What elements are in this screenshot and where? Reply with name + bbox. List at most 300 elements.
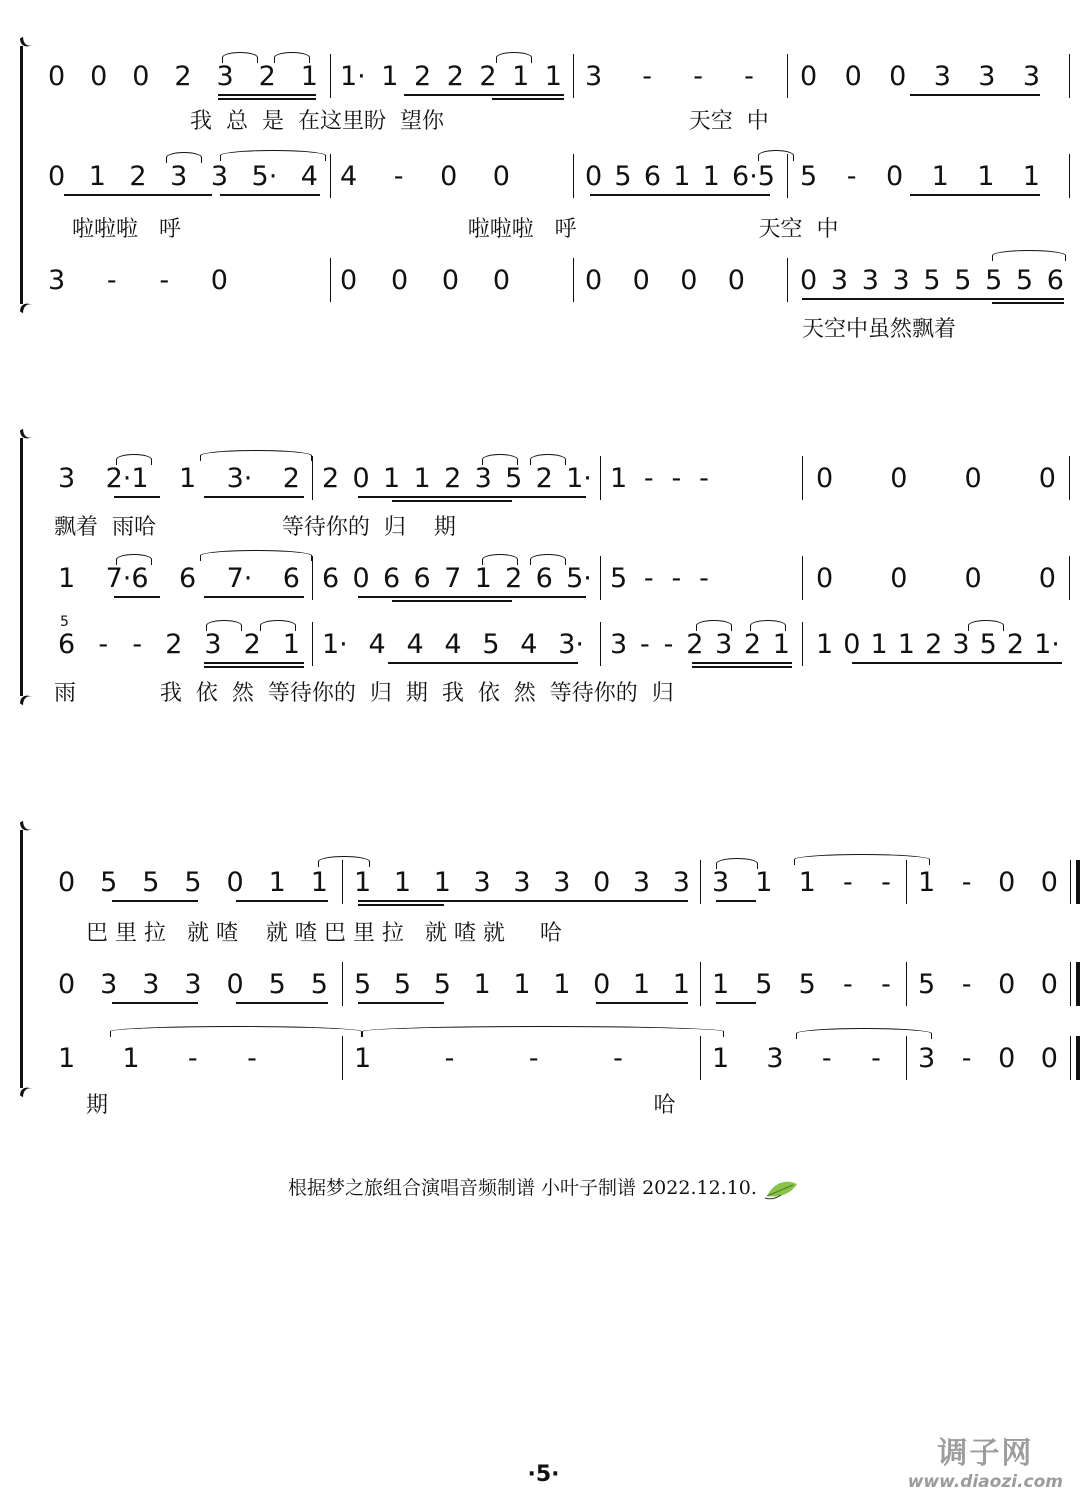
- note: -: [961, 866, 972, 898]
- staff-row: [40, 860, 1080, 904]
- score-system-2: [20, 450, 1070, 720]
- barline: [330, 258, 331, 302]
- note: 5: [354, 968, 372, 1000]
- note: 1: [354, 866, 372, 898]
- slur: [274, 52, 310, 63]
- note: 0: [441, 264, 460, 296]
- measure: [610, 560, 710, 596]
- beam: [114, 596, 160, 598]
- beam: [204, 662, 304, 664]
- barline: [1069, 556, 1070, 600]
- note: 1: [473, 968, 491, 1000]
- note: 1: [755, 866, 773, 898]
- note: 3: [553, 866, 571, 898]
- note: 5: [268, 968, 286, 1000]
- staff-row: [40, 1036, 1080, 1080]
- slur: [362, 1026, 724, 1037]
- beam: [596, 1002, 688, 1004]
- note: 2: [686, 628, 704, 660]
- note: 1: [58, 1042, 76, 1074]
- note: 0: [1040, 866, 1058, 898]
- note: 3: [204, 628, 222, 660]
- note: 1: [931, 160, 949, 192]
- barline: [330, 54, 331, 98]
- note: 1: [513, 968, 531, 1000]
- note: 3: [672, 866, 690, 898]
- note: 3: [473, 866, 491, 898]
- lyric-line: 飘着 雨哈 等待你的 归 期: [54, 515, 456, 540]
- barline: [906, 860, 907, 904]
- lyric-line: 天空中虽然飘着: [802, 317, 957, 342]
- page-number: ·5·: [527, 1462, 560, 1487]
- note: 0: [632, 264, 650, 296]
- note: 0: [210, 264, 228, 296]
- note: 0: [816, 562, 834, 594]
- note: 3: [952, 628, 970, 660]
- note: 3: [1022, 60, 1040, 92]
- note: 1: [918, 866, 936, 898]
- note: 5: [393, 968, 412, 1000]
- note: 0: [440, 160, 458, 192]
- note: 0: [48, 160, 66, 192]
- score-credit: [0, 1173, 1087, 1200]
- note: 1·: [322, 628, 348, 660]
- measure: [712, 864, 892, 900]
- note: 0: [816, 462, 834, 494]
- slur: [496, 52, 532, 63]
- note: 1: [310, 866, 328, 898]
- beam: [992, 302, 1064, 304]
- note: 3: [933, 60, 951, 92]
- note: 1: [268, 866, 286, 898]
- note: 0: [492, 264, 510, 296]
- note: 5: [310, 968, 328, 1000]
- measure: [322, 626, 584, 662]
- note: -: [444, 1042, 455, 1074]
- note: 1: [672, 968, 690, 1000]
- note: 2: [743, 628, 762, 660]
- measure: [585, 262, 745, 298]
- beam: [388, 662, 578, 664]
- system-bracket: [20, 830, 33, 1088]
- note: 1: [354, 1042, 372, 1074]
- note: 0: [593, 866, 611, 898]
- beam: [492, 98, 564, 100]
- note: -: [693, 60, 703, 92]
- note: 5: [505, 462, 523, 494]
- note: 1: [58, 562, 76, 594]
- measure: [48, 262, 228, 298]
- note: 2: [282, 462, 300, 494]
- lyric-line: 我 总 是 在这里盼 望你 天空 中: [190, 109, 769, 134]
- beam: [358, 1002, 444, 1004]
- note: -: [881, 866, 891, 898]
- beam: [852, 662, 1062, 664]
- measure: [918, 966, 1058, 1002]
- note: 3·: [558, 628, 584, 660]
- note: -: [671, 562, 682, 594]
- beam: [392, 500, 512, 502]
- note: 1: [977, 160, 995, 192]
- note: 3: [170, 160, 188, 192]
- note: 1: [474, 562, 492, 594]
- note: 5: [985, 264, 1003, 296]
- beam: [692, 662, 792, 664]
- note: 0: [727, 264, 745, 296]
- score-system-1: [20, 40, 1070, 342]
- barline: [906, 1036, 907, 1080]
- note: -: [98, 628, 109, 660]
- note: 1·: [340, 60, 366, 92]
- slur: [116, 554, 152, 565]
- note: 5·: [251, 160, 278, 192]
- final-barline: [1070, 860, 1080, 904]
- system-bracket: [20, 438, 33, 696]
- beam: [218, 94, 316, 96]
- note: 0: [226, 866, 244, 898]
- note: 1·: [566, 462, 592, 494]
- slur: [110, 1026, 362, 1037]
- barline: [330, 154, 331, 198]
- note: 0: [340, 264, 358, 296]
- barline: [600, 622, 601, 666]
- barline: [1069, 54, 1070, 98]
- note: 5: [482, 628, 500, 660]
- note: 4: [340, 160, 358, 192]
- slur: [116, 454, 152, 465]
- slur: [794, 854, 930, 865]
- barline: [906, 962, 907, 1006]
- note: 0: [585, 160, 603, 192]
- beam: [404, 94, 564, 96]
- note: 1: [413, 462, 431, 494]
- barline: [342, 1036, 343, 1080]
- beam: [218, 98, 316, 100]
- note: -: [699, 462, 709, 494]
- note: 0: [800, 264, 818, 296]
- score-system-3: [20, 840, 1070, 1118]
- note: -: [663, 628, 674, 660]
- measure: [712, 966, 892, 1002]
- measure: [800, 58, 1040, 94]
- beam: [358, 496, 586, 498]
- note: 5: [433, 968, 451, 1000]
- note: 1: [702, 160, 720, 192]
- note: 0: [890, 562, 908, 594]
- beam: [910, 194, 1040, 196]
- note: 2·1: [105, 462, 149, 494]
- measure: [610, 626, 790, 662]
- beam: [114, 496, 160, 498]
- slur: [318, 856, 370, 867]
- beam: [220, 194, 320, 196]
- note: -: [671, 462, 682, 494]
- note: 2: [243, 628, 261, 660]
- beam: [802, 298, 1064, 300]
- note: 3: [715, 628, 733, 660]
- slur: [220, 150, 326, 161]
- note: 1: [512, 60, 530, 92]
- note: 3: [610, 628, 628, 660]
- beam: [358, 900, 688, 902]
- note: 2: [322, 462, 340, 494]
- watermark-url: www.diaozi.com: [907, 1472, 1063, 1492]
- note: 1: [798, 866, 816, 898]
- note: 7·6: [105, 562, 149, 594]
- beam: [392, 600, 512, 602]
- note: 1: [610, 462, 628, 494]
- grace-note: 5: [60, 614, 69, 630]
- site-watermark: [908, 1428, 1063, 1492]
- note: 0: [1040, 1042, 1058, 1074]
- note: 1: [712, 1042, 730, 1074]
- beam: [716, 900, 756, 902]
- beam: [716, 1002, 756, 1004]
- note: -: [106, 264, 117, 296]
- note: -: [639, 628, 650, 660]
- note: 3: [585, 60, 603, 92]
- lyric-line: 啦啦啦 呼 啦啦啦 呼 天空 中: [72, 217, 839, 242]
- note: -: [871, 1042, 881, 1074]
- staff-row: [40, 54, 1070, 98]
- note: 2: [174, 60, 192, 92]
- final-barline: [1070, 1036, 1080, 1080]
- note: 1: [897, 628, 915, 660]
- note: -: [643, 462, 654, 494]
- note: 6: [643, 160, 661, 192]
- barline: [342, 962, 343, 1006]
- measure: [585, 58, 755, 94]
- barline: [573, 258, 574, 302]
- measure: [58, 864, 328, 900]
- note: 2: [129, 160, 147, 192]
- slur: [260, 620, 296, 631]
- measure: [918, 1040, 1058, 1076]
- measure: [58, 460, 300, 496]
- slur: [166, 152, 202, 163]
- staff-row: [40, 962, 1080, 1006]
- measure: [800, 262, 1064, 298]
- note: 2: [165, 628, 183, 660]
- note: 3: [216, 60, 234, 92]
- staff-row: [40, 614, 1070, 666]
- slur: [968, 620, 1004, 631]
- note: 1: [816, 628, 834, 660]
- note: 1: [433, 866, 451, 898]
- staff-row: [40, 258, 1070, 302]
- slur: [530, 554, 566, 565]
- note: 2: [258, 60, 276, 92]
- beam: [358, 596, 586, 598]
- credit-text: 根据梦之旅组合演唱音频制谱 小叶子制谱 2022.12.10.: [288, 1177, 757, 1199]
- note: 3: [892, 264, 910, 296]
- lyric-line: 巴 里 拉 就 喳 就 喳 巴 里 拉 就 喳 就 哈: [86, 921, 562, 946]
- note: -: [744, 60, 754, 92]
- note: 1: [544, 60, 562, 92]
- note: 6: [178, 562, 197, 594]
- slur: [482, 454, 518, 465]
- note: 0: [593, 968, 611, 1000]
- note: -: [643, 562, 654, 594]
- note: 2: [446, 60, 464, 92]
- barline: [802, 456, 803, 500]
- note: 2: [1006, 628, 1025, 660]
- barline: [700, 1036, 701, 1080]
- measure: [322, 560, 592, 596]
- note: 6: [535, 562, 553, 594]
- note: 0: [680, 264, 698, 296]
- note: 1: [632, 968, 651, 1000]
- beam: [64, 194, 212, 196]
- measure: [58, 626, 300, 662]
- note: 3: [48, 264, 66, 296]
- note: 2: [479, 60, 497, 92]
- measure: [354, 864, 690, 900]
- beam: [236, 1002, 328, 1004]
- barline: [600, 556, 601, 600]
- note: 3: [58, 462, 76, 494]
- note: -: [132, 628, 143, 660]
- note: 5: [1015, 264, 1034, 296]
- note: 5: [100, 866, 118, 898]
- note: 0: [58, 968, 76, 1000]
- note: -: [699, 562, 709, 594]
- barline: [312, 622, 313, 666]
- measure: [58, 966, 328, 1002]
- note: 3: [978, 60, 996, 92]
- note: 1: [1022, 160, 1040, 192]
- note: 3: [142, 968, 160, 1000]
- barline: [312, 556, 313, 600]
- measure: [918, 864, 1058, 900]
- barline: [312, 456, 313, 500]
- note: 0: [964, 562, 982, 594]
- note: 5: [954, 264, 972, 296]
- measure: [816, 460, 1056, 496]
- note: 5: [979, 628, 997, 660]
- note: 7: [444, 562, 462, 594]
- note: 1: [122, 1042, 140, 1074]
- slur: [482, 554, 518, 565]
- slur: [796, 1028, 932, 1039]
- note: 1: [673, 160, 691, 192]
- note: 3: [830, 264, 849, 296]
- note: 0: [800, 60, 818, 92]
- note: 3: [712, 866, 730, 898]
- note: 0: [1038, 562, 1056, 594]
- note: 3: [918, 1042, 936, 1074]
- note: 0: [352, 562, 370, 594]
- note: 0: [90, 60, 108, 92]
- slur: [200, 550, 312, 561]
- measure: [816, 626, 1060, 662]
- note: 6: [383, 562, 401, 594]
- slur: [696, 620, 732, 631]
- measure: [340, 158, 510, 194]
- note: -: [613, 1042, 623, 1074]
- measure: [354, 966, 690, 1002]
- note: 0: [843, 628, 861, 660]
- lyric-line: 期 哈: [86, 1093, 676, 1118]
- system-bracket: [20, 46, 33, 304]
- note: 0: [890, 462, 908, 494]
- note: 5: [610, 562, 628, 594]
- measure: [816, 560, 1056, 596]
- note: -: [961, 968, 972, 1000]
- measure: [712, 1040, 882, 1076]
- note: -: [881, 968, 891, 1000]
- note: 1: [282, 628, 300, 660]
- beam: [236, 900, 328, 902]
- lyric-line: 雨 我 依 然 等待你的 归 期 我 依 然 等待你的 归: [54, 681, 674, 706]
- note: 6: [282, 562, 300, 594]
- note: -: [843, 866, 853, 898]
- note: 0: [998, 1042, 1016, 1074]
- barline: [700, 962, 701, 1006]
- note: 3: [474, 462, 492, 494]
- note: 1: [772, 628, 790, 660]
- note: 0: [998, 968, 1016, 1000]
- note: 1·: [1034, 628, 1060, 660]
- barline: [787, 258, 788, 302]
- note: 0: [226, 968, 244, 1000]
- note: 3·: [226, 462, 253, 494]
- barline: [1069, 456, 1070, 500]
- note: 4: [300, 160, 318, 192]
- note: 3: [766, 1042, 784, 1074]
- note: 0: [390, 264, 409, 296]
- note: 1: [712, 968, 730, 1000]
- note: 0: [1040, 968, 1058, 1000]
- slur: [758, 150, 794, 161]
- note: 2: [444, 462, 462, 494]
- slur: [750, 620, 786, 631]
- note: -: [821, 1042, 832, 1074]
- note: 6: [413, 562, 431, 594]
- measure: [340, 58, 562, 94]
- slur: [716, 858, 758, 869]
- note: 0: [585, 264, 603, 296]
- barline: [787, 54, 788, 98]
- note: 5: [923, 264, 941, 296]
- note: -: [846, 160, 857, 192]
- measure: [610, 460, 710, 496]
- note: -: [159, 264, 170, 296]
- measure: [322, 460, 592, 496]
- beam: [692, 666, 792, 668]
- barline: [700, 860, 701, 904]
- measure: [48, 58, 318, 94]
- barline: [802, 622, 803, 666]
- note: 0: [998, 866, 1016, 898]
- note: 0: [844, 60, 862, 92]
- note: -: [187, 1042, 198, 1074]
- note: -: [393, 160, 404, 192]
- beam: [112, 1002, 198, 1004]
- barline: [573, 54, 574, 98]
- staff-row: [40, 456, 1070, 500]
- note: 4: [368, 628, 386, 660]
- note: 1: [383, 462, 401, 494]
- slur: [206, 620, 242, 631]
- note: 5: [184, 866, 202, 898]
- note: 3: [210, 160, 228, 192]
- note: -: [843, 968, 853, 1000]
- measure: [585, 158, 775, 194]
- note: 5: [614, 160, 632, 192]
- note: 1: [870, 628, 888, 660]
- staff-row: [40, 556, 1070, 600]
